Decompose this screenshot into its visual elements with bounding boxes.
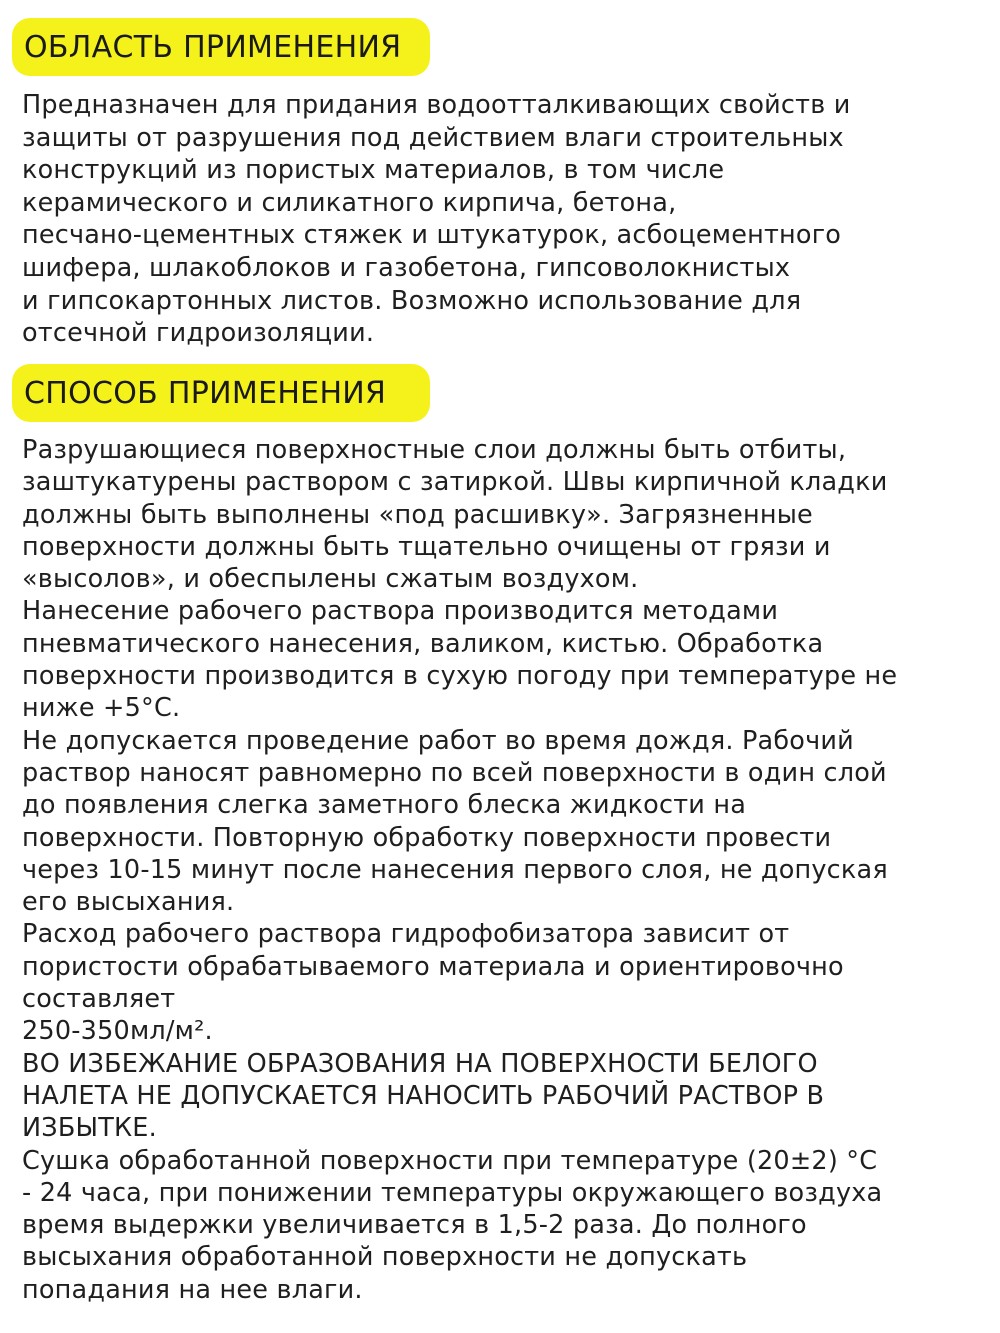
text-line: раствор наносят равномерно по всей поверхности в один слой bbox=[22, 757, 887, 788]
text-line: песчано-цементных стяжек и штукатурок, асбоцементного bbox=[22, 220, 842, 251]
section-title: ОБЛАСТЬ ПРИМЕНЕНИЯ bbox=[24, 29, 402, 65]
text-line: НАЛЕТА НЕ ДОПУСКАЕТСЯ НАНОСИТЬ РАБОЧИЙ РАСТВОР В bbox=[22, 1080, 825, 1111]
text-line: составляет bbox=[22, 984, 176, 1015]
application-method-text bbox=[22, 434, 992, 1306]
text-line: время выдержки увеличивается в 1,5-2 раза. До полного bbox=[22, 1210, 807, 1241]
text-line: Не допускается проведение работ во время дождя. Рабочий bbox=[22, 725, 854, 756]
text-line: поверхности должны быть тщательно очищены от грязи и bbox=[22, 531, 831, 562]
text-line: отсечной гидроизоляции. bbox=[22, 318, 375, 349]
section-header-application-method bbox=[12, 364, 430, 422]
application-area-text bbox=[22, 89, 992, 350]
text-line: 250-350мл/м². bbox=[22, 1016, 213, 1047]
text-line: керамического и силикатного кирпича, бетона, bbox=[22, 187, 677, 218]
text-line: ниже +5°С. bbox=[22, 693, 181, 724]
text-line: попадания на нее влаги. bbox=[22, 1274, 363, 1305]
text-line: шифера, шлакоблоков и газобетона, гипсоволокнистых bbox=[22, 252, 791, 283]
text-line: пневматического нанесения, валиком, кистью. Обработка bbox=[22, 628, 824, 659]
text-line: высыхания обработанной поверхности не допускать bbox=[22, 1242, 748, 1273]
section-title: СПОСОБ ПРИМЕНЕНИЯ bbox=[24, 375, 387, 411]
text-line: пористости обрабатываемого материала и ориентировочно bbox=[22, 951, 844, 982]
text-line: через 10-15 минут после нанесения первого слоя, не допуская bbox=[22, 854, 888, 885]
text-line: Нанесение рабочего раствора производится методами bbox=[22, 596, 779, 627]
section-header-application-area bbox=[12, 18, 430, 76]
text-line: защиты от разрушения под действием влаги строительных bbox=[22, 122, 844, 153]
text-line: ИЗБЫТКЕ. bbox=[22, 1113, 157, 1144]
text-line: ВО ИЗБЕЖАНИЕ ОБРАЗОВАНИЯ НА ПОВЕРХНОСТИ БЕЛОГО bbox=[22, 1048, 818, 1079]
text-line: поверхности производится в сухую погоду при температуре не bbox=[22, 661, 898, 692]
text-line: Разрушающиеся поверхностные слои должны быть отбиты, bbox=[22, 435, 847, 465]
text-line: конструкций из пористых материалов, в том числе bbox=[22, 155, 725, 186]
text-line: Расход рабочего раствора гидрофобизатора зависит от bbox=[22, 919, 790, 950]
text-line: и гипсокартонных листов. Возможно использование для bbox=[22, 285, 802, 316]
text-line: - 24 часа, при понижении температуры окружающего воздуха bbox=[22, 1177, 883, 1208]
text-line: заштукатурены раствором с затиркой. Швы кирпичной кладки bbox=[22, 467, 888, 498]
text-line: Предназначен для придания водоотталкивающих свойств и bbox=[22, 90, 851, 120]
text-line: Сушка обработанной поверхности при температуре (20±2) °С bbox=[22, 1145, 878, 1176]
text-line: должны быть выполнены «под расшивку». Загрязненные bbox=[22, 499, 813, 530]
text-line: до появления слегка заметного блеска жидкости на bbox=[22, 790, 747, 821]
text-line: его высыхания. bbox=[22, 887, 235, 918]
text-line: «высолов», и обеспылены сжатым воздухом. bbox=[22, 564, 639, 595]
text-line: поверхности. Повторную обработку поверхности провести bbox=[22, 822, 832, 853]
